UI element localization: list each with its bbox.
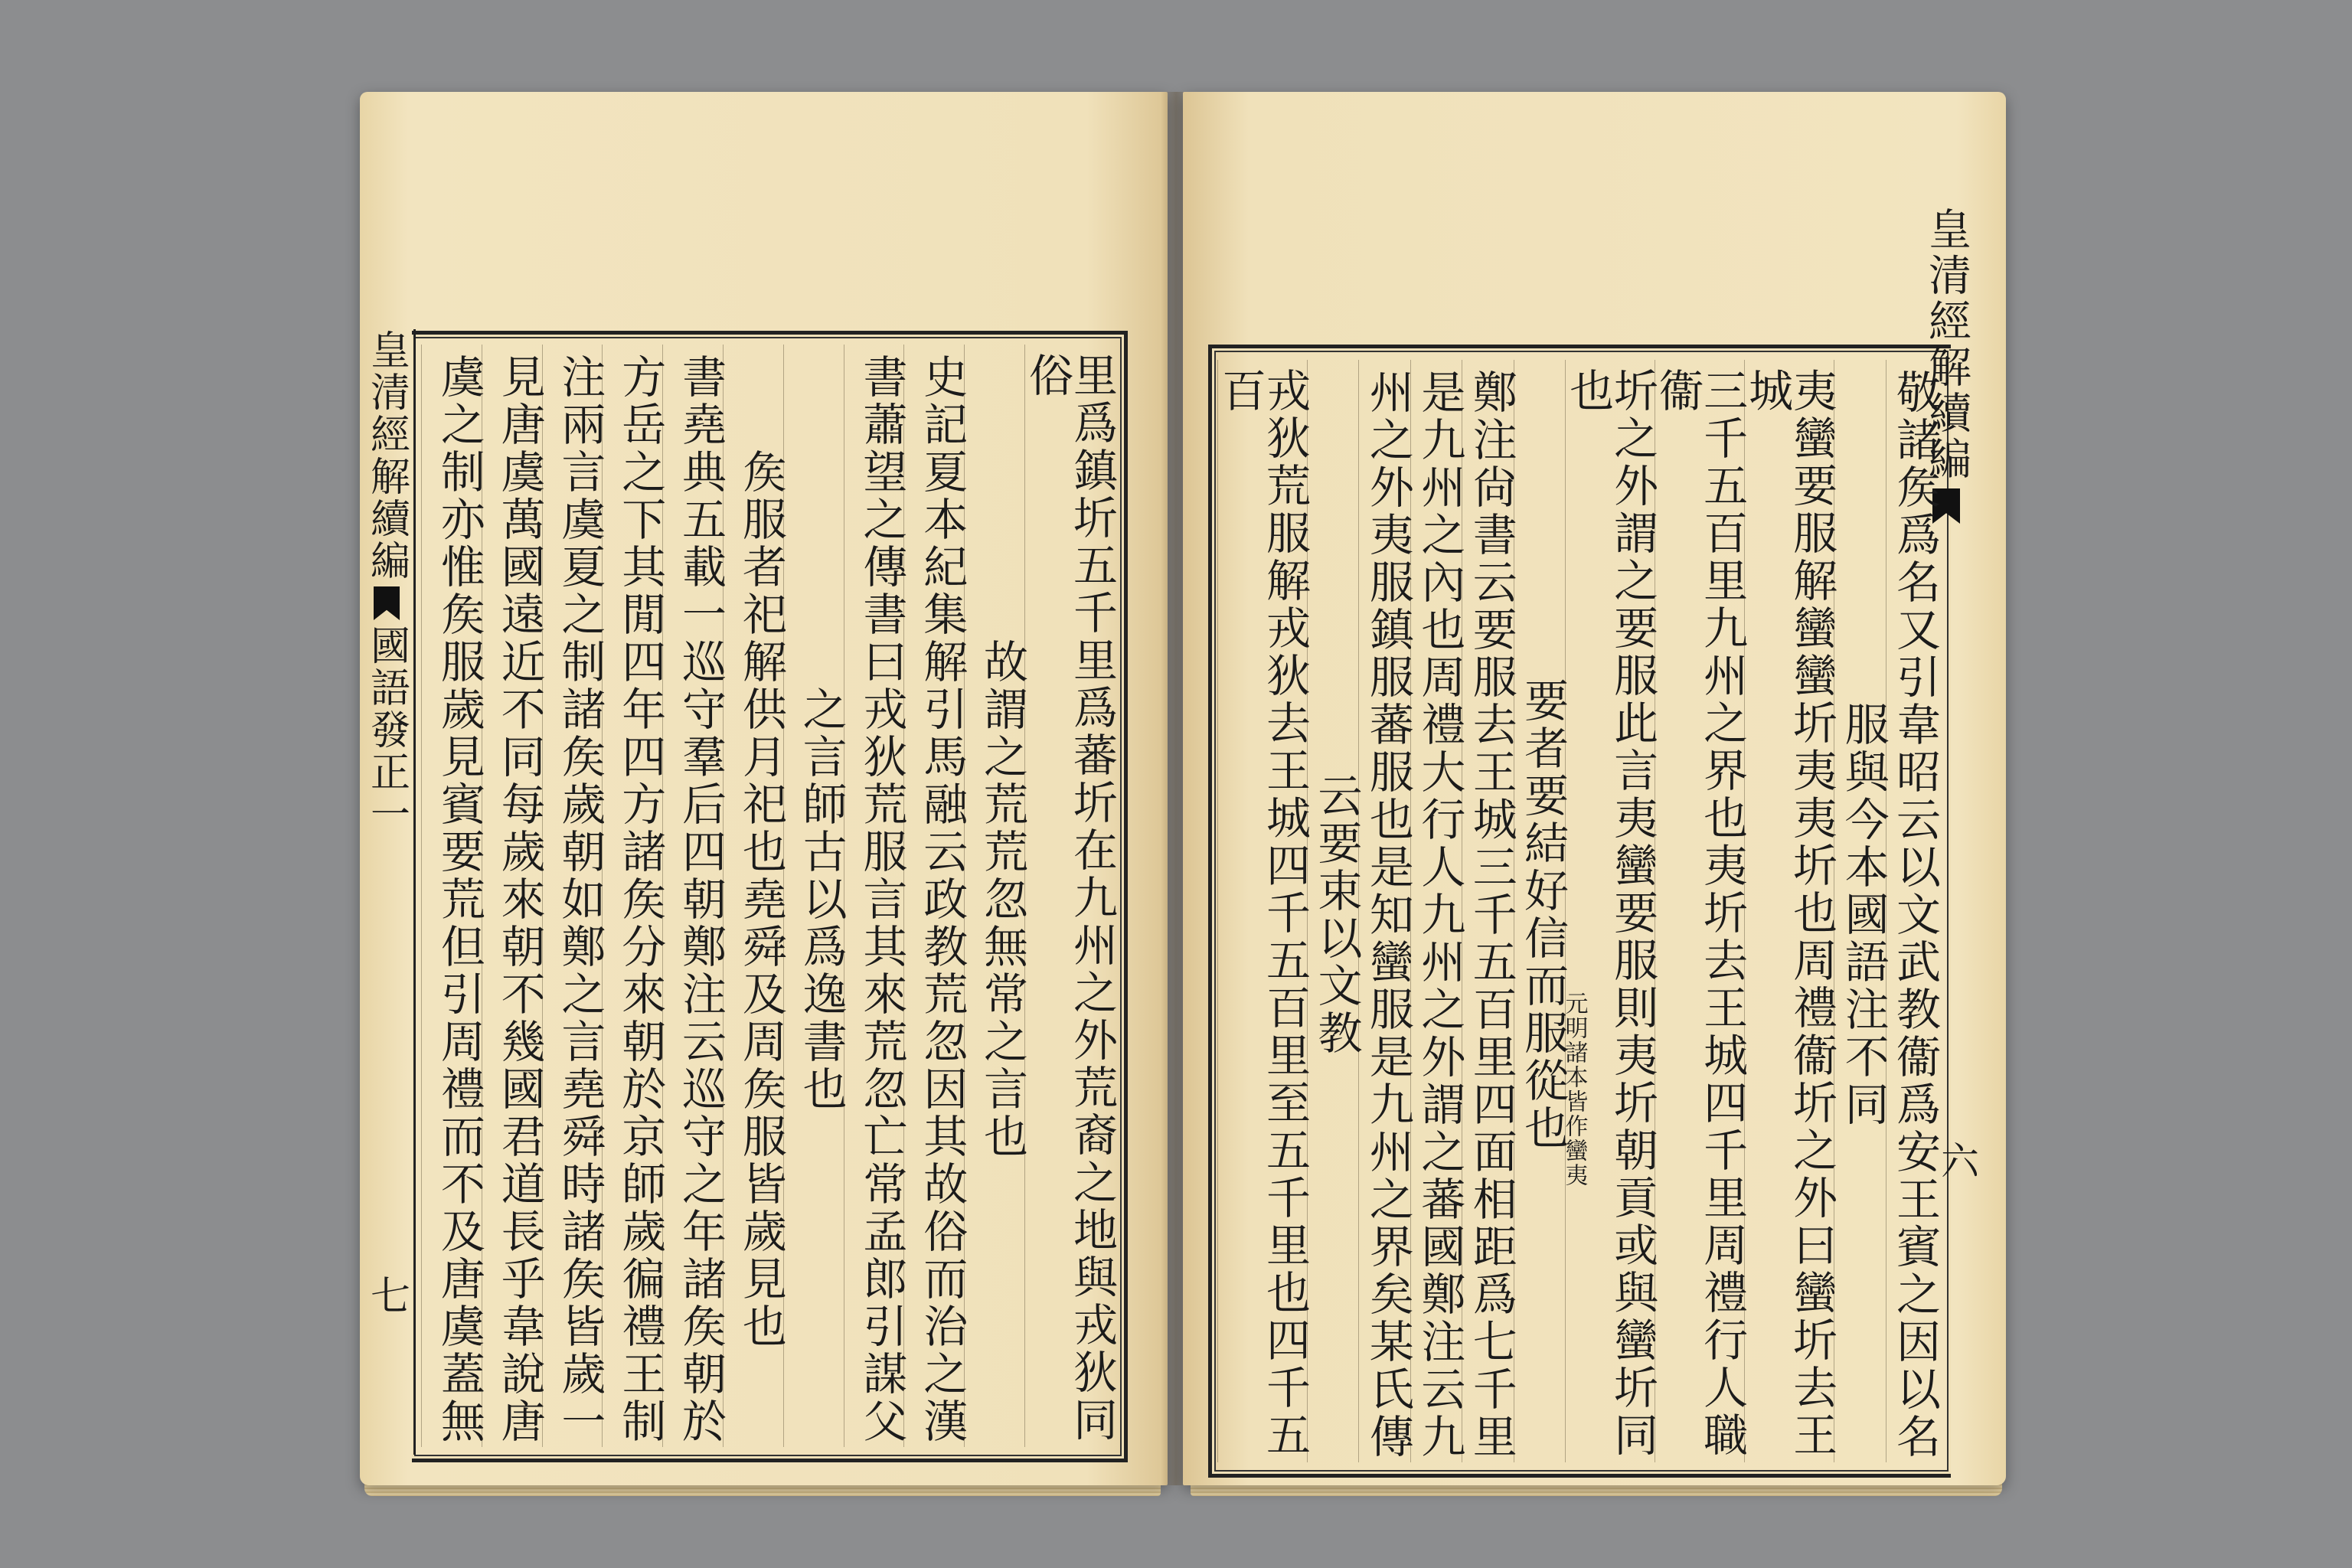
text-column: 州之外夷服鎮服蕃服也是知蠻服是九州之界矣某氏傳 [1358, 360, 1410, 1462]
text-column: 要者要結好信而服從也 [1514, 360, 1565, 1462]
text-column: 注兩言虞夏之制諸矦歲朝如鄭之言堯舜時諸矦皆歲一 [542, 345, 603, 1447]
text-column: 鄭注尙書云要服去王城三千五百里四面相距爲七千里 [1462, 360, 1513, 1462]
left-page-number: 七 [363, 1275, 410, 1317]
text-column: 書堯典五載一巡守羣后四朝鄭注云巡守之年諸矦朝於 [662, 345, 723, 1447]
text-column: 敬諸矦爲名又引韋昭云以文武教衞爲安王賓之因以名 [1886, 360, 1937, 1462]
text-column: 之言師古以爲逸書也 [783, 345, 844, 1447]
text-column: 戎狄荒服解戎狄去王城四千五百里至五千里也四千五百 [1217, 360, 1307, 1462]
fish-tail-mark-icon [374, 586, 400, 620]
text-column: 史記夏本紀集解引馬融云政教荒忽因其故俗而治之漢 [903, 345, 964, 1447]
left-margin-subtitle: 國語發正一 [363, 625, 410, 835]
right-margin-title: 皇清經解續編 [1922, 207, 1971, 482]
text-column: 三千五百里九州之界也夷圻去王城四千里周禮行人職衞 [1655, 360, 1744, 1462]
text-column: 云要束以文教 [1307, 360, 1358, 1462]
right-text-columns [1214, 360, 1941, 1462]
text-column: 書蕭望之傳書曰戎狄荒服言其來荒忽亡常孟郎引謀父 [844, 345, 904, 1447]
left-page [360, 92, 1168, 1485]
left-page-margin [360, 329, 416, 1455]
right-page-number: 六 [1935, 1141, 1979, 1179]
text-column: 夷蠻要服解蠻蠻圻夷夷圻也周禮衞圻之外曰蠻圻去王城 [1744, 360, 1834, 1462]
text-column: 是九州之內也周禮大行人九州之外謂之蕃國鄭注云九 [1410, 360, 1462, 1462]
text-column: 里爲鎮圻五千里爲蕃圻在九州之外荒裔之地與戎狄同俗 [1024, 345, 1114, 1447]
left-margin-title: 皇清經解續編 [363, 329, 410, 582]
text-column: 圻之外謂之要服此言夷蠻要服則夷圻朝貢或與蠻圻同也 [1565, 360, 1655, 1462]
text-column: 方岳之下其閒四年四方諸矦分來朝於京師歲徧禮王制 [602, 345, 662, 1447]
text-column: 矦服者祀解供月祀也堯舜及周矦服皆歲見也 [723, 345, 783, 1447]
left-text-columns [421, 345, 1118, 1447]
text-column: 故謂之荒荒忽無常之言也 [964, 345, 1024, 1447]
open-book [360, 92, 2006, 1485]
text-column: 虞之制亦惟矦服歲見賓要荒但引周禮而不及唐虞蓋無 [421, 345, 482, 1447]
inline-note: 元明諸本皆作蠻夷 [1560, 991, 1588, 1187]
text-column: 見唐虞萬國遠近不同每歲來朝不幾國君道長乎韋說唐 [482, 345, 542, 1447]
text-column: 服與今本國語注不同 [1834, 360, 1885, 1462]
